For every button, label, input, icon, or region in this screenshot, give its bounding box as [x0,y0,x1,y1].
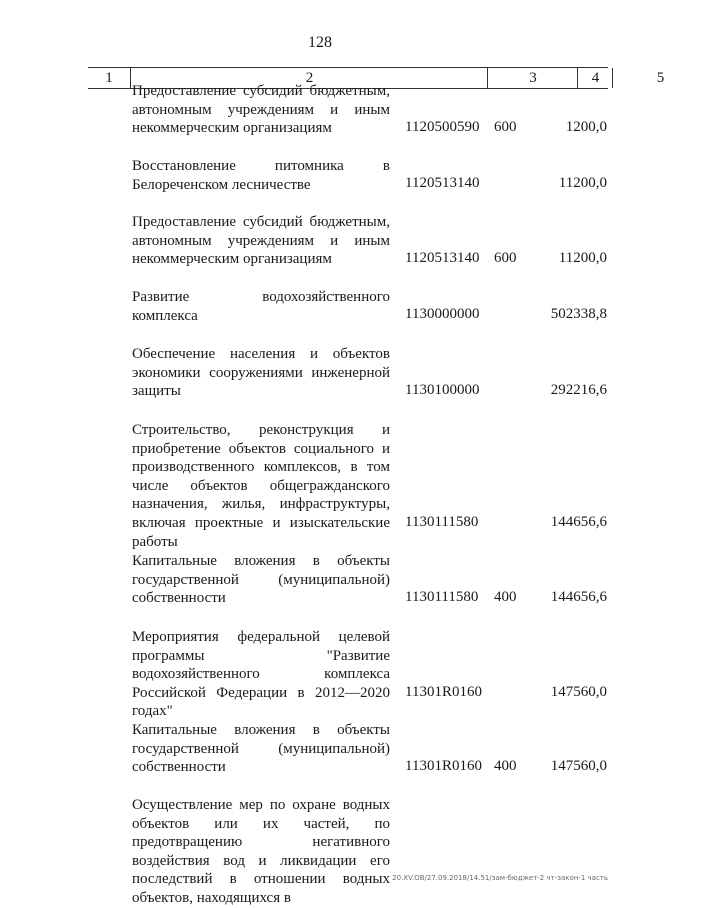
row-amount: 147560,0 [550,758,607,774]
row-name: Мероприятия федеральной целевой программы "Развитие водохозяйственного комплекса Российской Федерации в 2012—2020 годах" [132,629,390,720]
table-row [0,288,640,345]
header-cell-2: 2 [130,68,488,88]
row-amount: 292216,6 [550,382,607,398]
table-row [0,421,640,552]
row-name: Строительство, реконструкция и приобретение объектов социального и производственного комплексов, в том числе объектов общегражданского назначения, жилья, инфраструктуры, включая проектные и изыскательские работы [132,422,390,550]
row-name: Предоставление субсидий бюджетным, автономным учреждениям и иным некоммерческим организациям [132,214,390,268]
table-row [0,82,640,157]
row-code: 1120513140 [405,250,480,266]
row-name: Осуществление мер по охране водных объектов или их частей, по предотвращению негативного воздействия вод и ликвидации его последствий в отношении водных объектов, находящихся в [132,797,390,906]
row-amount: 502338,8 [550,306,607,322]
footer-note: 20.XV.OB/27.09.2018/14.51/зам-бюджет-2 чт-закон-1 часть [392,874,608,882]
row-expense-type: 600 [494,119,517,135]
row-name: Капитальные вложения в объекты государственной (муниципальной) собственности [132,722,390,776]
row-amount: 11200,0 [558,175,607,191]
row-name: Обеспечение населения и объектов экономики сооружениями инженерной защиты [132,346,390,400]
row-code: 1130000000 [405,306,480,322]
header-cell-1: 1 [105,70,113,86]
row-amount: 147560,0 [550,684,607,700]
row-expense-type: 400 [494,589,517,605]
row-code: 1120513140 [405,175,480,191]
table-row [0,628,640,721]
header-cell-4: 4 [577,68,613,88]
row-code: 11301R0160 [405,684,482,700]
row-amount: 1200,0 [565,119,607,135]
row-amount: 144656,6 [550,514,607,530]
row-code: 1130111580 [405,514,479,530]
row-code: 1120500590 [405,119,480,135]
table-row [0,345,640,421]
table-row [0,552,640,628]
budget-table [0,82,640,906]
row-code: 1130111580 [405,589,479,605]
row-amount: 144656,6 [550,589,607,605]
row-name: Развитие водохозяйственного комплекса [132,289,390,324]
row-amount: 11200,0 [558,250,607,266]
row-name: Восстановление питомника в Белореченском лесничестве [132,158,390,193]
header-cell-5: 5 [612,68,708,88]
row-name: Предоставление субсидий бюджетным, автономным учреждениям и иным некоммерческим организациям [132,83,390,137]
table-row [0,157,640,213]
row-name: Капитальные вложения в объекты государственной (муниципальной) собственности [132,553,390,607]
page-number: 128 [308,34,332,51]
table-row [0,213,640,288]
row-code: 11301R0160 [405,758,482,774]
row-expense-type: 400 [494,758,517,774]
header-cell-3: 3 [487,68,578,88]
table-row [0,721,640,796]
row-code: 1130100000 [405,382,480,398]
row-expense-type: 600 [494,250,517,266]
